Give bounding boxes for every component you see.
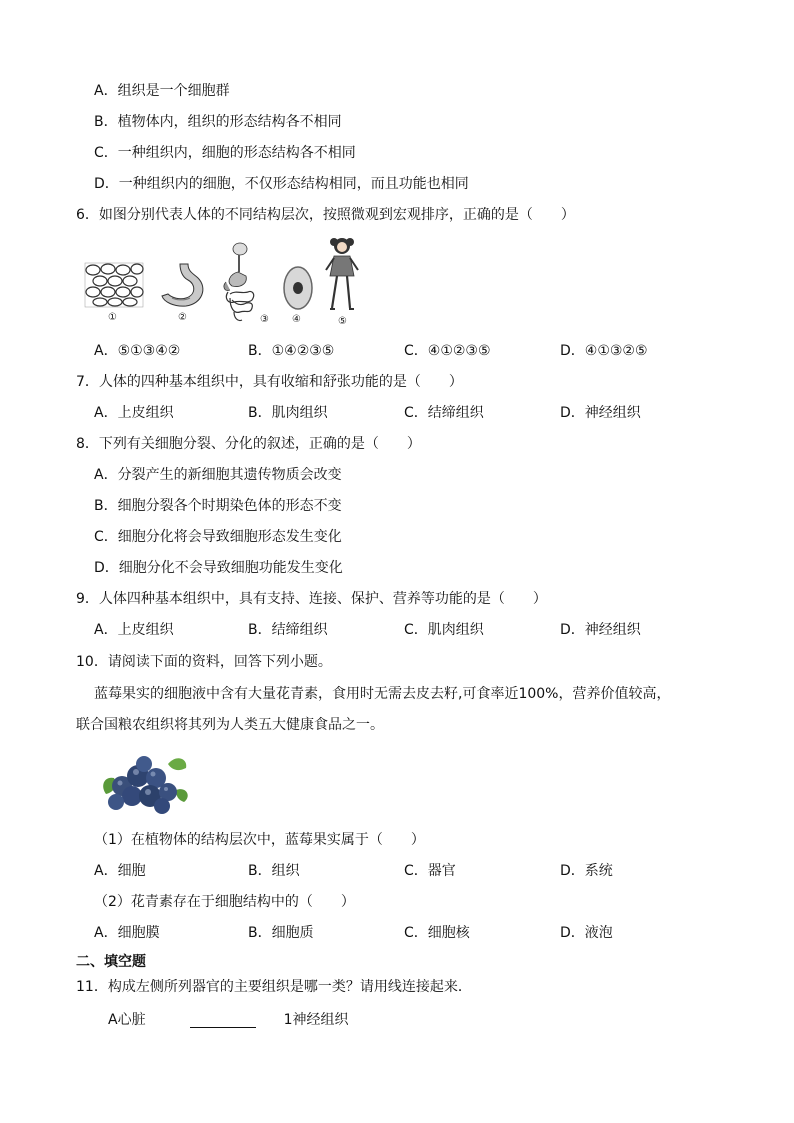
- q9-stem: 9．人体四种基本组织中，具有支持、连接、保护、营养等功能的是（ ）: [76, 591, 547, 607]
- q9-option-d: D．神经组织: [560, 622, 641, 638]
- q10-sub2-stem: （2）花青素存在于细胞结构中的（ ）: [94, 894, 355, 910]
- q6-option-a: A．⑤①③④②: [94, 343, 181, 359]
- tissue-image: [84, 262, 144, 308]
- figure-label-1: ①: [108, 312, 117, 323]
- q9-option-b: B．结缔组织: [248, 622, 328, 638]
- q7-option-a: A．上皮组织: [94, 405, 174, 421]
- q11-match-row: [108, 1010, 349, 1030]
- q10-sub2-option-c: C．细胞核: [404, 925, 470, 941]
- figure-label-4: ④: [292, 314, 301, 325]
- blueberry-image: [98, 746, 192, 816]
- q11-stem: 11．构成左侧所列器官的主要组织是哪一类？请用线连接起来．: [76, 979, 472, 995]
- q5-option-a: A．组织是一个细胞群: [94, 83, 230, 99]
- q10-stem: 10．请阅读下面的资料，回答下列小题。: [76, 654, 332, 670]
- structure-levels-figure: [84, 234, 374, 330]
- q8-stem: 8．下列有关细胞分裂、分化的叙述，正确的是（ ）: [76, 436, 421, 452]
- stomach-image: [158, 262, 210, 310]
- q5-option-c: C．一种组织内，细胞的形态结构各不相同: [94, 145, 356, 161]
- q10-sub1-option-d: D．系统: [560, 863, 613, 879]
- q7-stem: 7．人体的四种基本组织中，具有收缩和舒张功能的是（ ）: [76, 374, 463, 390]
- section-title-fill-in: 二、填空题: [76, 954, 146, 970]
- q10-passage-line-2: 联合国粮农组织将其列为人类五大健康食品之一。: [76, 717, 384, 733]
- q7-option-c: C．结缔组织: [404, 405, 484, 421]
- q7-option-d: D．神经组织: [560, 405, 641, 421]
- q8-option-d: D．细胞分化不会导致细胞功能发生变化: [94, 560, 343, 576]
- q10-passage-line-1: 蓝莓果实的细胞液中含有大量花青素，食用时无需去皮去籽,可食率近100%，营养价值较高，: [94, 686, 671, 702]
- q6-option-b: B．①④②③⑤: [248, 343, 335, 359]
- q5-option-d: D．一种组织内的细胞，不仅形态结构相同，而且功能也相同: [94, 176, 469, 192]
- q10-sub2-option-a: A．细胞膜: [94, 925, 160, 941]
- q5-option-b: B．植物体内，组织的形态结构各不相同: [94, 114, 342, 130]
- q7-option-b: B．肌肉组织: [248, 405, 328, 421]
- q10-sub1-option-c: C．器官: [404, 863, 456, 879]
- q9-option-c: C．肌肉组织: [404, 622, 484, 638]
- q6-stem: 6．如图分别代表人体的不同结构层次，按照微观到宏观排序，正确的是（ ）: [76, 207, 575, 223]
- q10-sub1-option-a: A．细胞: [94, 863, 146, 879]
- q11-left-item: A心脏: [108, 1012, 146, 1028]
- figure-label-2: ②: [178, 312, 187, 323]
- figure-label-5: ⑤: [338, 316, 347, 327]
- q11-connect-line[interactable]: [190, 1013, 256, 1028]
- figure-label-3: ③: [260, 314, 269, 325]
- q8-option-c: C．细胞分化将会导致细胞形态发生变化: [94, 529, 342, 545]
- q10-sub1-option-b: B．组织: [248, 863, 300, 879]
- q10-sub2-option-b: B．细胞质: [248, 925, 314, 941]
- q9-option-a: A．上皮组织: [94, 622, 174, 638]
- q10-sub1-stem: （1）在植物体的结构层次中，蓝莓果实属于（ ）: [94, 832, 425, 848]
- person-image: [320, 234, 364, 318]
- q6-option-d: D．④①③②⑤: [560, 343, 648, 359]
- q10-sub2-option-d: D．液泡: [560, 925, 613, 941]
- q8-option-b: B．细胞分裂各个时期染色体的形态不变: [94, 498, 342, 514]
- cell-image: [280, 264, 316, 312]
- q8-option-a: A．分裂产生的新细胞其遗传物质会改变: [94, 467, 342, 483]
- q11-right-item: 1神经组织: [283, 1012, 349, 1028]
- q6-option-c: C．④①②③⑤: [404, 343, 491, 359]
- digestive-system-image: [218, 242, 262, 328]
